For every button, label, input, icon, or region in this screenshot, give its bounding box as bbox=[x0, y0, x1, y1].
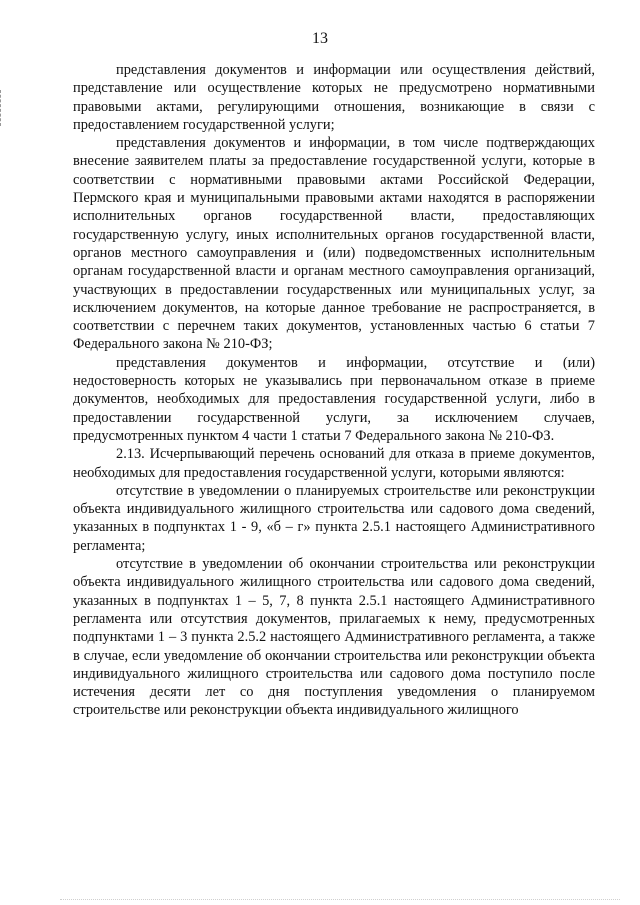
paragraph-3: представления документов и информации, отсутствие и (или) недостоверность которых не указывались при первоначальном отказе в приеме документов, необходимых для предоставления государственной услуги, либо в предоставлении государственной услуги, за исключением случаев, предусмотренных пунктом 4 части 1 статьи 7 Федерального закона № 210-ФЗ. bbox=[73, 354, 595, 444]
paragraph-5: отсутствие в уведомлении о планируемых строительстве или реконструкции объекта индивидуального жилищного строительства или садового дома сведений, указанных в подпунктах 1 - 9, «б – г» пункта 2.5.1 настоящего Административного регламента; bbox=[73, 482, 595, 554]
paragraph-2: представления документов и информации, в том числе подтверждающих внесение заявителем платы за предоставление государственной услуги, которые в соответствии с нормативными правовыми актами Российской Федерации, Пермского края и муниципальными правовыми актами находятся в распоряжении исполнительных органов государственной власти, предоставляющих государственную услугу, иных исполнительных органов государственной власти, органов местного самоуправления и (или) подведомственных исполнительным органам государственной власти и органам местного самоуправления организаций, участвующих в предоставлении государственных или муниципальных услуг, за исключением документов, на которые данное требование не распространяется, в соответствии с перечнем таких документов, установленных частью 6 статьи 7 Федерального закона № 210-ФЗ; bbox=[73, 135, 595, 353]
paragraph-section-2-13: 2.13. Исчерпывающий перечень оснований для отказа в приеме документов, необходимых для предоставления государственной услуги, которыми являются: bbox=[73, 446, 595, 481]
document-body bbox=[73, 61, 595, 720]
scan-edge-mark bbox=[0, 90, 3, 126]
paragraph-6: отсутствие в уведомлении об окончании строительства или реконструкции объекта индивидуального жилищного строительства или садового дома сведений, указанных в подпунктах 1 – 5, 7, 8 пункта 2.5.1 настоящего Административного регламента или отсутствия документов, прилагаемых к нему, предусмотренных подпунктами 1 – 3 пункта 2.5.2 настоящего Административного регламента, а также в случае, если уведомление об окончании строительства или реконструкции объекта индивидуального жилищного строительства или садового дома поступило после истечения десяти лет со дня поступления уведомления о планируемом строительстве или реконструкции объекта индивидуального жилищного bbox=[73, 556, 595, 719]
page-number: 13 bbox=[312, 30, 328, 47]
scan-artifact-line bbox=[60, 899, 620, 902]
paragraph-1: представления документов и информации или осуществления действий, представление или осуществление которых не предусмотрено нормативными правовыми актами, регулирующими отношения, возникающие в связи с предоставлением государственной услуги; bbox=[73, 62, 595, 133]
